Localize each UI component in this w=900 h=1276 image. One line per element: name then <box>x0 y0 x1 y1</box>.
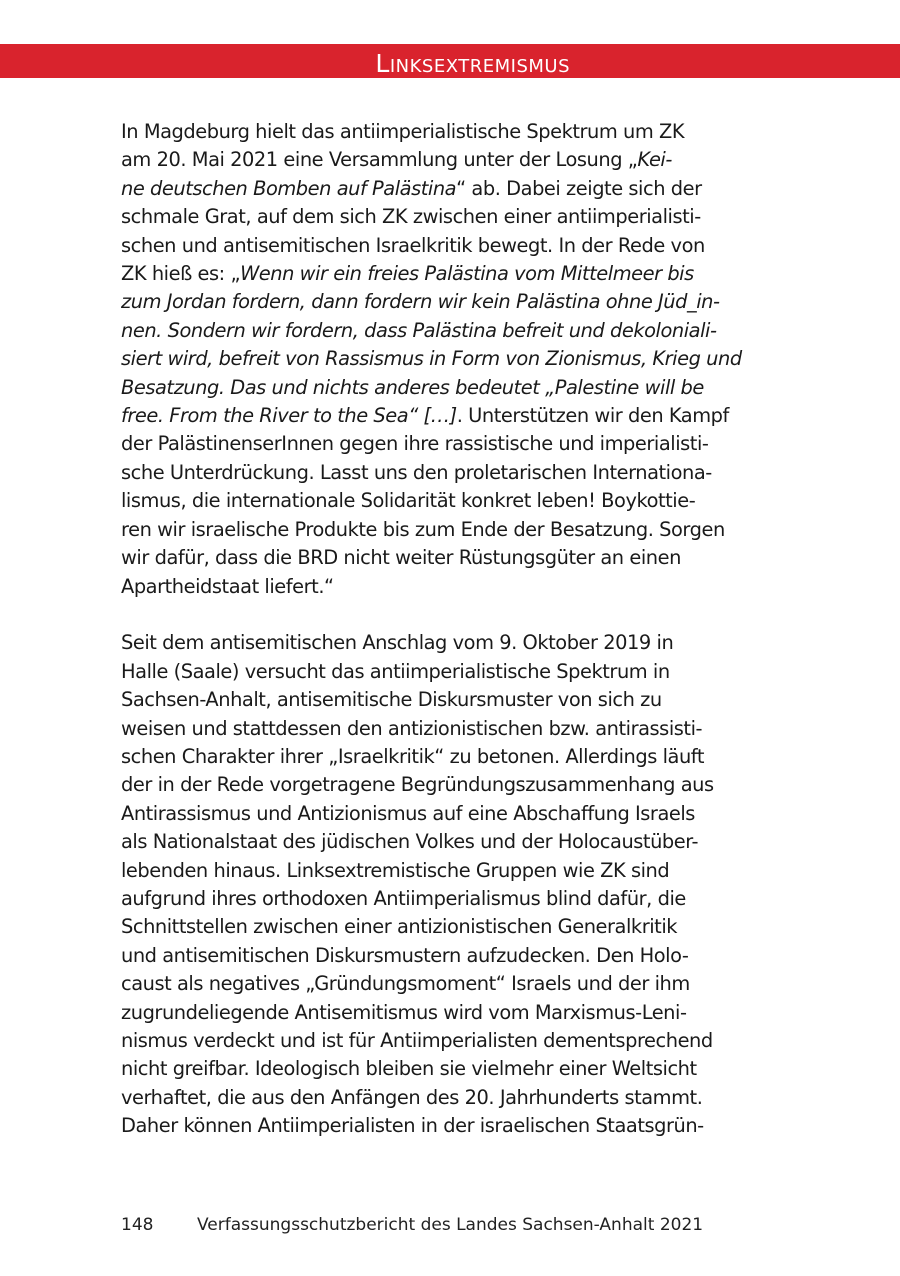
text-line: verhaftet, die aus den Anfängen des 20. Jahrhunderts stammt. <box>121 1085 703 1109</box>
text-line: Antirassismus und Antizionismus auf eine Abschaffung Israels <box>121 801 695 825</box>
chapter-header-bar <box>0 44 900 78</box>
text-line: der PalästinenserInnen gegen ihre rassistische und imperialisti- <box>121 432 709 456</box>
text-line: Schnittstellen zwischen einer antizionistischen Generalkritik <box>121 915 678 939</box>
text-line: free. From the River to the Sea“ […]. Unterstützen wir den Kampf <box>121 404 729 428</box>
text-line: am 20. Mai 2021 eine Versammlung unter der Losung „Kei- <box>121 148 672 172</box>
text-line: ren wir israelische Produkte bis zum Ende der Besatzung. Sorgen <box>121 517 725 541</box>
text-line: aufgrund ihres orthodoxen Antiimperialismus blind dafür, die <box>121 886 686 910</box>
text-line: nen. Sondern wir fordern, dass Palästina befreit und dekoloniali- <box>121 318 717 342</box>
text-line: In Magdeburg hielt das antiimperialistische Spektrum um ZK <box>121 120 685 143</box>
text-line: caust als negatives „Gründungsmoment“ Israels und der ihm <box>121 972 690 996</box>
text-line: siert wird, befreit von Rassismus in Form von Zionismus, Krieg und <box>121 347 742 371</box>
text-line: Sachsen-Anhalt, antisemitische Diskursmuster von sich zu <box>121 688 662 712</box>
text-line: schmale Grat, auf dem sich ZK zwischen einer antiimperialisti- <box>121 205 701 229</box>
text-line: Apartheidstaat liefert.“ <box>121 574 334 598</box>
text-line: Halle (Saale) versucht das antiimperialistische Spektrum in <box>121 659 670 683</box>
text-line: Daher können Antiimperialisten in der israelischen Staatsgrün- <box>121 1114 704 1138</box>
main-text <box>121 118 781 1141</box>
paragraph-quote <box>121 118 781 601</box>
text-line: weisen und stattdessen den antizionistischen bzw. antirassisti- <box>121 716 703 740</box>
text-line: schen Charakter ihrer „Israelkritik“ zu betonen. Allerdings läuft <box>121 744 704 768</box>
page-number: 148 <box>121 1215 154 1235</box>
text-line: nismus verdeckt und ist für Antiimperialisten dementsprechend <box>121 1028 713 1052</box>
paragraph-analysis <box>121 629 781 1140</box>
page-footer <box>121 1214 703 1236</box>
text-line: der in der Rede vorgetragene Begründungszusammenhang aus <box>121 773 714 797</box>
text-line: lebenden hinaus. Linksextremistische Gruppen wie ZK sind <box>121 858 670 882</box>
text-line: als Nationalstaat des jüdischen Volkes und der Holocaustüber- <box>121 830 699 854</box>
text-line: zugrundeliegende Antisemitismus wird vom Marxismus-Leni- <box>121 1000 687 1024</box>
text-line: Besatzung. Das und nichts anderes bedeutet „Palestine will be <box>121 375 704 399</box>
text-line: ne deutschen Bomben auf Palästina“ ab. Dabei zeigte sich der <box>121 176 702 200</box>
text-line: lismus, die internationale Solidarität konkret leben! Boykottie- <box>121 489 696 513</box>
text-line: Seit dem antisemitischen Anschlag vom 9. Oktober 2019 in <box>121 631 674 655</box>
text-line: und antisemitischen Diskursmustern aufzudecken. Den Holo- <box>121 943 689 967</box>
text-line: wir dafür, dass die BRD nicht weiter Rüstungsgüter an einen <box>121 546 681 570</box>
publication-title: Verfassungsschutzbericht des Landes Sachsen-Anhalt 2021 <box>197 1215 704 1235</box>
text-line: zum Jordan fordern, dann fordern wir kein Palästina ohne Jüd_in- <box>121 290 720 314</box>
text-line: nicht greifbar. Ideologisch bleiben sie vielmehr einer Weltsicht <box>121 1057 697 1081</box>
chapter-title: Linksextremismus <box>375 49 570 78</box>
text-line: sche Unterdrückung. Lasst uns den proletarischen Internationa- <box>121 460 712 484</box>
text-line: schen und antisemitischen Israelkritik bewegt. In der Rede von <box>121 233 705 257</box>
text-line: ZK hieß es: „Wenn wir ein freies Palästina vom Mittelmeer bis <box>121 262 694 286</box>
